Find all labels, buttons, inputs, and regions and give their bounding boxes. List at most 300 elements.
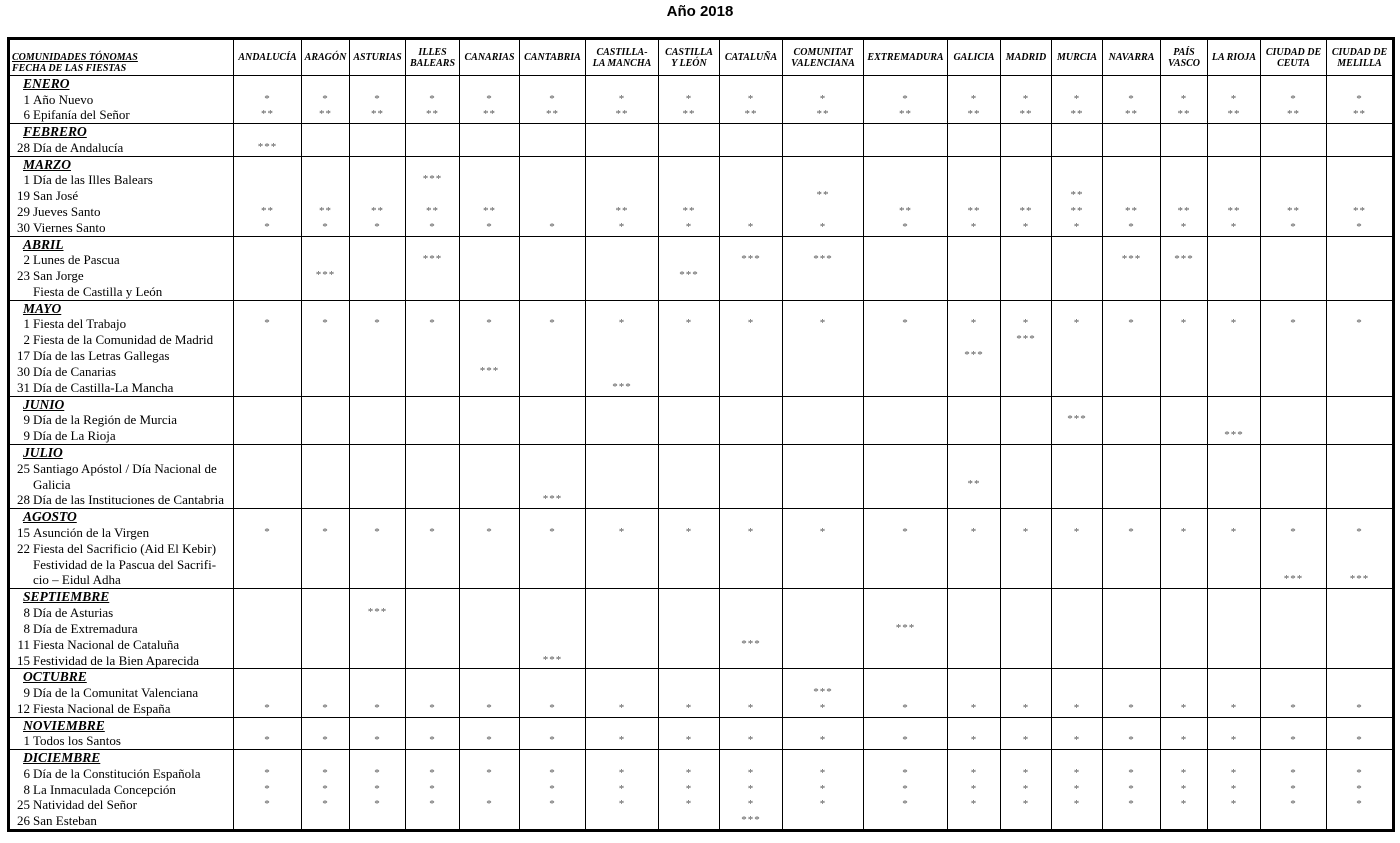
holiday-mark-cell [586,396,659,444]
holiday-mark: * [429,734,436,747]
holiday-mark: * [970,798,978,811]
holiday-mark-cell [1208,76,1261,124]
holiday-mark [1161,428,1207,444]
holiday-mark: ** [426,204,439,217]
holiday-mark-cell [460,300,520,396]
holiday-mark [234,332,301,348]
holiday-mark-cell [350,236,406,300]
holiday-name: Día de la Constitución Española [33,765,201,781]
holiday-mark-cell [586,445,659,509]
holiday-mark [302,188,349,204]
holiday-mark [460,813,519,829]
holiday-mark: * [1230,798,1238,811]
holiday-mark [783,428,863,444]
holiday-mark: * [322,701,329,714]
holiday-mark [1261,461,1326,477]
holiday-mark: * [374,782,381,795]
holiday-mark [350,541,405,557]
holiday-mark [406,268,459,284]
holiday-mark-cell [302,300,350,396]
holiday-mark: * [264,766,271,779]
holiday-mark: * [264,782,271,795]
holiday-mark [659,252,719,268]
holiday-mark: * [549,782,556,795]
holiday-mark [302,348,349,364]
holiday-mark: * [819,798,827,811]
holiday-mark: * [1230,782,1238,795]
holiday-mark [783,268,863,284]
holiday-mark [1327,813,1392,829]
holiday-mark [406,428,459,444]
holiday-mark-cell [1161,509,1208,589]
holiday-mark [1327,412,1392,428]
holiday-mark [864,477,947,493]
holiday-mark [1261,637,1326,653]
holiday-mark [1208,140,1260,156]
holiday-day: 6 [23,765,30,781]
holiday-mark-cell [783,156,864,236]
holiday-mark [1327,332,1392,348]
holiday-mark-cell [302,156,350,236]
holiday-mark: * [322,766,329,779]
holiday-mark: ** [1125,204,1138,217]
holiday-mark [234,428,301,444]
holiday-mark-cell [406,156,460,236]
holiday-mark [520,380,585,396]
region-header-line1: LA RIOJA [1211,52,1257,63]
holiday-mark-cell [1261,396,1327,444]
month-label-cell [9,589,234,669]
holiday-mark: ** [1177,204,1191,217]
holiday-mark [783,572,863,588]
holiday-mark-cell [302,509,350,589]
holiday-mark: * [1073,798,1081,811]
holiday-mark [1103,284,1160,300]
holiday-mark-cell [406,124,460,156]
holiday-mark-cell [460,669,520,717]
holiday-mark [460,412,519,428]
holiday-entry [13,348,233,364]
holiday-mark-cell [350,396,406,444]
holiday-mark: *** [542,653,563,666]
holiday-mark [783,461,863,477]
holiday-mark: *** [1016,333,1036,346]
holiday-mark [586,541,658,557]
holiday-mark [720,268,782,284]
region-header [864,39,948,76]
holiday-mark-cell [1001,300,1052,396]
holiday-day: 30 [17,364,30,380]
header-dates-label: FECHA DE LAS FIESTAS [12,63,127,74]
holiday-mark [720,653,782,669]
holiday-entry [13,733,233,749]
holiday-mark: * [1356,92,1363,105]
holiday-mark: * [902,92,909,105]
holiday-mark: * [618,317,626,330]
holiday-mark [1001,252,1051,268]
month-label-cell [9,156,234,236]
holiday-mark [1208,412,1260,428]
holiday-day: 31 [17,379,30,395]
region-header-line1: COMUNITAT [793,46,853,58]
region-header [406,39,460,76]
holiday-mark-cell [1261,750,1327,831]
holiday-mark [1161,332,1207,348]
holiday-mark: * [486,766,493,779]
holiday-mark-cell [1327,750,1394,831]
holiday-mark [948,364,1000,380]
holiday-mark-cell [406,396,460,444]
holiday-mark [302,140,349,156]
holiday-mark-cell [1208,589,1261,669]
holiday-day: 15 [17,524,30,540]
holiday-mark-cell [1052,509,1103,589]
holiday-mark [1103,477,1160,493]
holiday-mark [520,364,585,380]
holiday-mark [460,268,519,284]
holiday-mark: * [322,220,329,233]
holiday-mark [1052,637,1102,653]
holiday-mark-cell [864,750,948,831]
holiday-mark [1327,364,1392,380]
holiday-mark [1103,428,1160,444]
holiday-mark [720,412,782,428]
month-name: FEBRERO [23,124,87,140]
holiday-mark: * [747,92,755,105]
holiday-mark [406,685,459,701]
holiday-mark-cell [1052,236,1103,300]
holiday-day: 9 [23,428,30,444]
holiday-mark [350,492,405,508]
holiday-mark-cell [1208,669,1261,717]
holiday-mark-cell [1327,300,1394,396]
holiday-mark: * [1230,766,1238,779]
holiday-mark [234,572,301,588]
holiday-mark [659,348,719,364]
holiday-mark [659,380,719,396]
holiday-mark [864,428,947,444]
holiday-mark: *** [612,380,632,393]
holiday-mark [1208,348,1260,364]
holiday-mark-cell [783,669,864,717]
holiday-mark [1161,284,1207,300]
holiday-mark-cell [659,300,720,396]
holiday-mark: * [819,92,827,105]
month-name: ENERO [23,76,70,91]
holiday-mark-cell [302,445,350,509]
holiday-mark [783,813,863,829]
holiday-mark [350,284,405,300]
holiday-mark: * [1022,798,1030,811]
month-name: SEPTIEMBRE [23,589,110,605]
holiday-mark: *** [422,253,443,266]
holiday-mark: * [1128,734,1135,747]
holiday-mark-cell [1052,669,1103,717]
holiday-mark [948,541,1000,557]
holiday-mark [350,637,405,653]
holiday-mark [586,332,658,348]
holiday-mark-cell [234,669,302,717]
holiday-mark-cell [302,669,350,717]
holiday-entry [13,797,233,813]
holiday-mark: * [1180,782,1188,795]
holiday-mark: * [1230,92,1238,105]
holiday-mark: * [1022,92,1030,105]
holiday-mark-cell [1208,236,1261,300]
holiday-mark-cell [460,236,520,300]
holiday-mark [1261,268,1326,284]
holiday-mark-cell [520,124,586,156]
holiday-entry [13,220,233,236]
holiday-mark-cell [406,445,460,509]
holiday-mark-cell [948,509,1001,589]
holiday-mark: * [1128,782,1135,795]
holiday-mark: * [264,317,271,330]
holiday-mark: * [618,92,626,105]
holiday-mark: * [747,734,755,747]
holiday-mark [1327,252,1392,268]
region-header [302,39,350,76]
holiday-mark [864,188,947,204]
holiday-mark: * [264,734,271,747]
holiday-mark: * [902,782,909,795]
holiday-entry [13,316,233,332]
holiday-mark [1161,653,1207,669]
holiday-mark [1161,541,1207,557]
holiday-mark [948,492,1000,508]
holiday-mark [350,140,405,156]
holiday-mark: ** [1125,108,1138,121]
holiday-mark [1261,813,1326,829]
holiday-mark: * [1180,525,1188,538]
holiday-day: 9 [23,412,30,428]
holiday-mark [406,477,459,493]
holiday-mark [1103,653,1160,669]
holiday-mark: *** [479,365,500,378]
holiday-mark [720,477,782,493]
holiday-mark-cell [1261,717,1327,749]
holiday-mark [406,284,459,300]
holiday-mark [234,477,301,493]
holiday-mark [1327,621,1392,637]
holiday-mark-cell [1001,750,1052,831]
region-header [948,39,1001,76]
holiday-mark [520,140,585,156]
holiday-mark-cell [1001,124,1052,156]
holiday-mark [1161,268,1207,284]
holiday-mark [234,557,301,573]
holiday-mark [520,557,585,573]
holiday-mark [1261,188,1326,204]
holiday-mark [948,813,1000,829]
holiday-mark-cell [1001,717,1052,749]
holiday-mark-cell [460,589,520,669]
holiday-mark: ** [1353,204,1366,217]
holiday-mark: ** [967,108,981,121]
holiday-mark [783,541,863,557]
holiday-mark-cell [948,396,1001,444]
holiday-mark [406,364,459,380]
holiday-mark [1001,284,1051,300]
holiday-mark [302,252,349,268]
holiday-mark-cell [586,589,659,669]
holiday-mark: *** [895,621,916,634]
holiday-mark-cell [659,124,720,156]
holiday-mark [406,637,459,653]
holiday-mark: * [685,782,693,795]
holiday-mark: * [264,525,271,538]
holiday-mark [720,461,782,477]
holiday-mark-cell [864,156,948,236]
holiday-mark: ** [1070,204,1084,217]
holiday-mark [720,605,782,621]
holiday-mark [720,364,782,380]
holiday-mark [350,188,405,204]
holiday-mark [948,172,1000,188]
month-row [9,156,1394,236]
holiday-mark-cell [460,76,520,124]
holiday-mark [586,364,658,380]
holiday-mark [720,380,782,396]
holiday-mark [720,172,782,188]
month-row [9,750,1394,831]
holiday-mark [720,140,782,156]
holiday-mark: * [264,798,271,811]
holiday-mark: * [970,525,978,538]
holiday-mark-cell [659,589,720,669]
holiday-mark [1001,364,1051,380]
holiday-mark [1052,572,1102,588]
holiday-mark [864,572,947,588]
month-label-cell [9,717,234,749]
holiday-mark [1103,332,1160,348]
region-header [1327,39,1394,76]
holiday-mark: * [1073,782,1081,795]
holiday-mark-cell [406,236,460,300]
holiday-mark: * [819,782,827,795]
holiday-day: 12 [17,700,30,716]
holiday-mark [720,332,782,348]
region-header [460,39,520,76]
holiday-mark [460,284,519,300]
month-row [9,509,1394,589]
holiday-mark-cell [783,717,864,749]
holiday-mark-cell [864,669,948,717]
holiday-mark [406,653,459,669]
region-header [1161,39,1208,76]
region-header-line2: Y LEÓN [671,57,707,69]
holiday-mark [659,477,719,493]
holiday-mark-cell [659,717,720,749]
holiday-mark-cell [1001,76,1052,124]
holiday-day: 15 [17,652,30,668]
holiday-mark [1261,412,1326,428]
header-first-column [9,39,234,76]
holiday-mark-cell [948,156,1001,236]
holiday-mark [948,685,1000,701]
region-header [659,39,720,76]
region-header-line2: MELILLA [1337,57,1382,69]
holiday-mark: ** [744,108,758,121]
region-header [720,39,783,76]
holiday-mark [234,268,301,284]
holiday-mark [460,188,519,204]
holiday-mark: * [1128,317,1135,330]
holiday-mark [1052,557,1102,573]
holiday-mark [1103,637,1160,653]
holiday-mark: * [685,317,693,330]
holiday-mark [1001,140,1051,156]
holiday-entry [13,140,233,156]
holiday-mark-cell [350,750,406,831]
region-header-line2: CEUTA [1277,57,1310,69]
holiday-mark [460,172,519,188]
holiday-mark-cell [1261,300,1327,396]
holiday-mark-cell [586,669,659,717]
holiday-mark [1103,188,1160,204]
month-row [9,589,1394,669]
holiday-mark: ** [967,204,981,217]
holiday-mark: * [1073,766,1081,779]
holiday-mark: * [747,525,755,538]
holiday-mark: * [1128,701,1135,714]
holiday-mark [1208,572,1260,588]
holiday-mark [1208,477,1260,493]
holiday-mark [586,685,658,701]
holiday-mark [720,284,782,300]
holiday-mark [1161,557,1207,573]
holiday-mark-cell [1161,300,1208,396]
holiday-mark: *** [1349,573,1370,586]
holiday-mark-cell [520,156,586,236]
holiday-mark-cell [1103,76,1161,124]
holiday-mark: * [1230,220,1238,233]
holiday-mark [1161,572,1207,588]
holiday-entry [13,92,233,108]
holiday-mark [1261,428,1326,444]
holiday-mark: * [549,317,556,330]
holiday-mark [1103,492,1160,508]
holiday-mark [234,541,301,557]
month-name: OCTUBRE [23,669,87,685]
holiday-mark [864,268,947,284]
holiday-mark-cell [1261,445,1327,509]
holiday-mark [864,364,947,380]
holiday-mark-cell [586,509,659,589]
holiday-mark: ** [615,108,629,121]
holiday-mark [520,268,585,284]
holiday-mark-cell [586,76,659,124]
holiday-name: Fiesta del Trabajo [33,316,127,332]
holiday-mark [659,685,719,701]
holiday-mark-cell [1052,445,1103,509]
holiday-mark [1001,557,1051,573]
holiday-mark: * [486,92,493,105]
holiday-mark [520,605,585,621]
region-header-line2: VALENCIANA [791,57,855,69]
holiday-mark [234,492,301,508]
region-header-line2: BALEARS [409,57,456,69]
month-row [9,669,1394,717]
holiday-mark [659,172,719,188]
holiday-mark [1327,461,1392,477]
holiday-mark [520,284,585,300]
holiday-mark [783,653,863,669]
holiday-mark: *** [813,685,833,698]
holiday-mark: *** [1224,429,1244,442]
holiday-mark [520,172,585,188]
holiday-mark [948,572,1000,588]
